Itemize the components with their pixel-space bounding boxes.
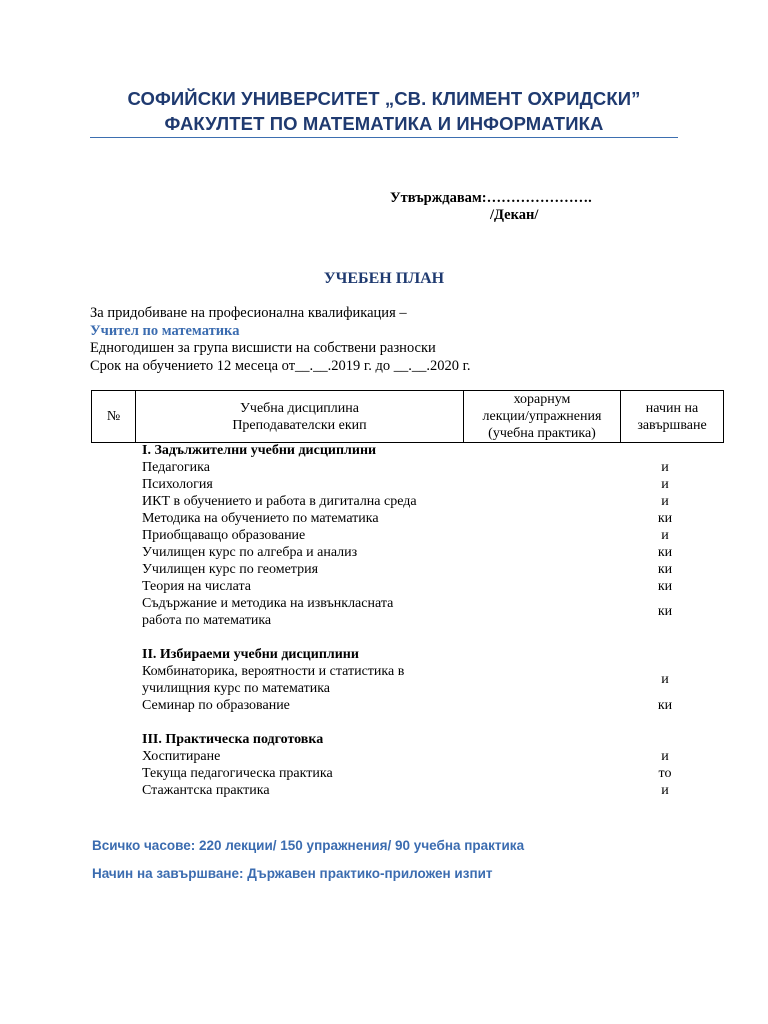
approval-line: Утвърждавам:…………………. (390, 190, 592, 206)
completion-exam: Начин на завършване: Държавен практико-приложен изпит (92, 866, 493, 881)
table-row: Съдържание и методика на извънкласната работа по математика ки (142, 596, 673, 628)
column-completion-mode: начин на завършване (621, 391, 724, 443)
intro-qualification-line: За придобиване на професионална квалификация – (90, 305, 407, 321)
table-row: ИКТ в обучението и работа в дигитална среда и (142, 494, 669, 509)
table-row: Методика на обучението по математика ки (142, 511, 673, 526)
table-row: Теория на числата ки (142, 579, 673, 594)
intro-program-line: Едногодишен за група висшисти на собствени разноски (90, 340, 436, 356)
table-row: Комбинаторика, вероятности и статистика в училищния курс по математика и (142, 664, 669, 696)
section-title: I. Задължителни учебни дисциплини (142, 443, 377, 458)
table-row: Текуща педагогическа практика то (142, 766, 672, 781)
table-row: Училищен курс по геометрия ки (142, 562, 673, 577)
table-row: Семинар по образование ки (142, 698, 673, 713)
plan-title: УЧЕБЕН ПЛАН (323, 270, 445, 287)
column-subject: Учебна дисциплина Преподавателски екип (136, 391, 464, 443)
total-hours: Всичко часове: 220 лекции/ 150 упражнения/ 90 учебна практика (92, 838, 525, 853)
plan-intro (90, 305, 471, 375)
column-hours: хорарнум лекции/упражнения (учебна практика) (464, 391, 621, 443)
document-header (0, 86, 768, 136)
section-title: II. Избираеми учебни дисциплини (142, 647, 359, 662)
dean-label: /Декан/ (490, 207, 539, 223)
column-number: № (92, 391, 136, 443)
table-row: Стажантска практика и (142, 783, 669, 798)
table-row: Училищен курс по алгебра и анализ ки (142, 545, 673, 560)
faculty-name: ФАКУЛТЕТ ПО МАТЕМАТИКА И ИНФОРМАТИКА (164, 113, 604, 134)
curriculum-body (142, 442, 712, 799)
table-row: Психология и (142, 477, 669, 492)
intro-duration-line: Срок на обучението 12 месеца от__.__.2019 г. до __.__.2020 г. (90, 357, 471, 374)
qualification-name: Учител по математика (90, 322, 240, 339)
table-row: Хоспитиране и (142, 749, 669, 764)
header-divider (90, 137, 678, 138)
curriculum-table-header (91, 390, 724, 443)
university-name: СОФИЙСКИ УНИВЕРСИТЕТ „СВ. КЛИМЕНТ ОХРИДСКИ” (127, 88, 641, 109)
table-row: Педагогика и (142, 460, 669, 475)
section-title: III. Практическа подготовка (142, 732, 324, 747)
table-row: Приобщаващо образование и (142, 528, 669, 543)
